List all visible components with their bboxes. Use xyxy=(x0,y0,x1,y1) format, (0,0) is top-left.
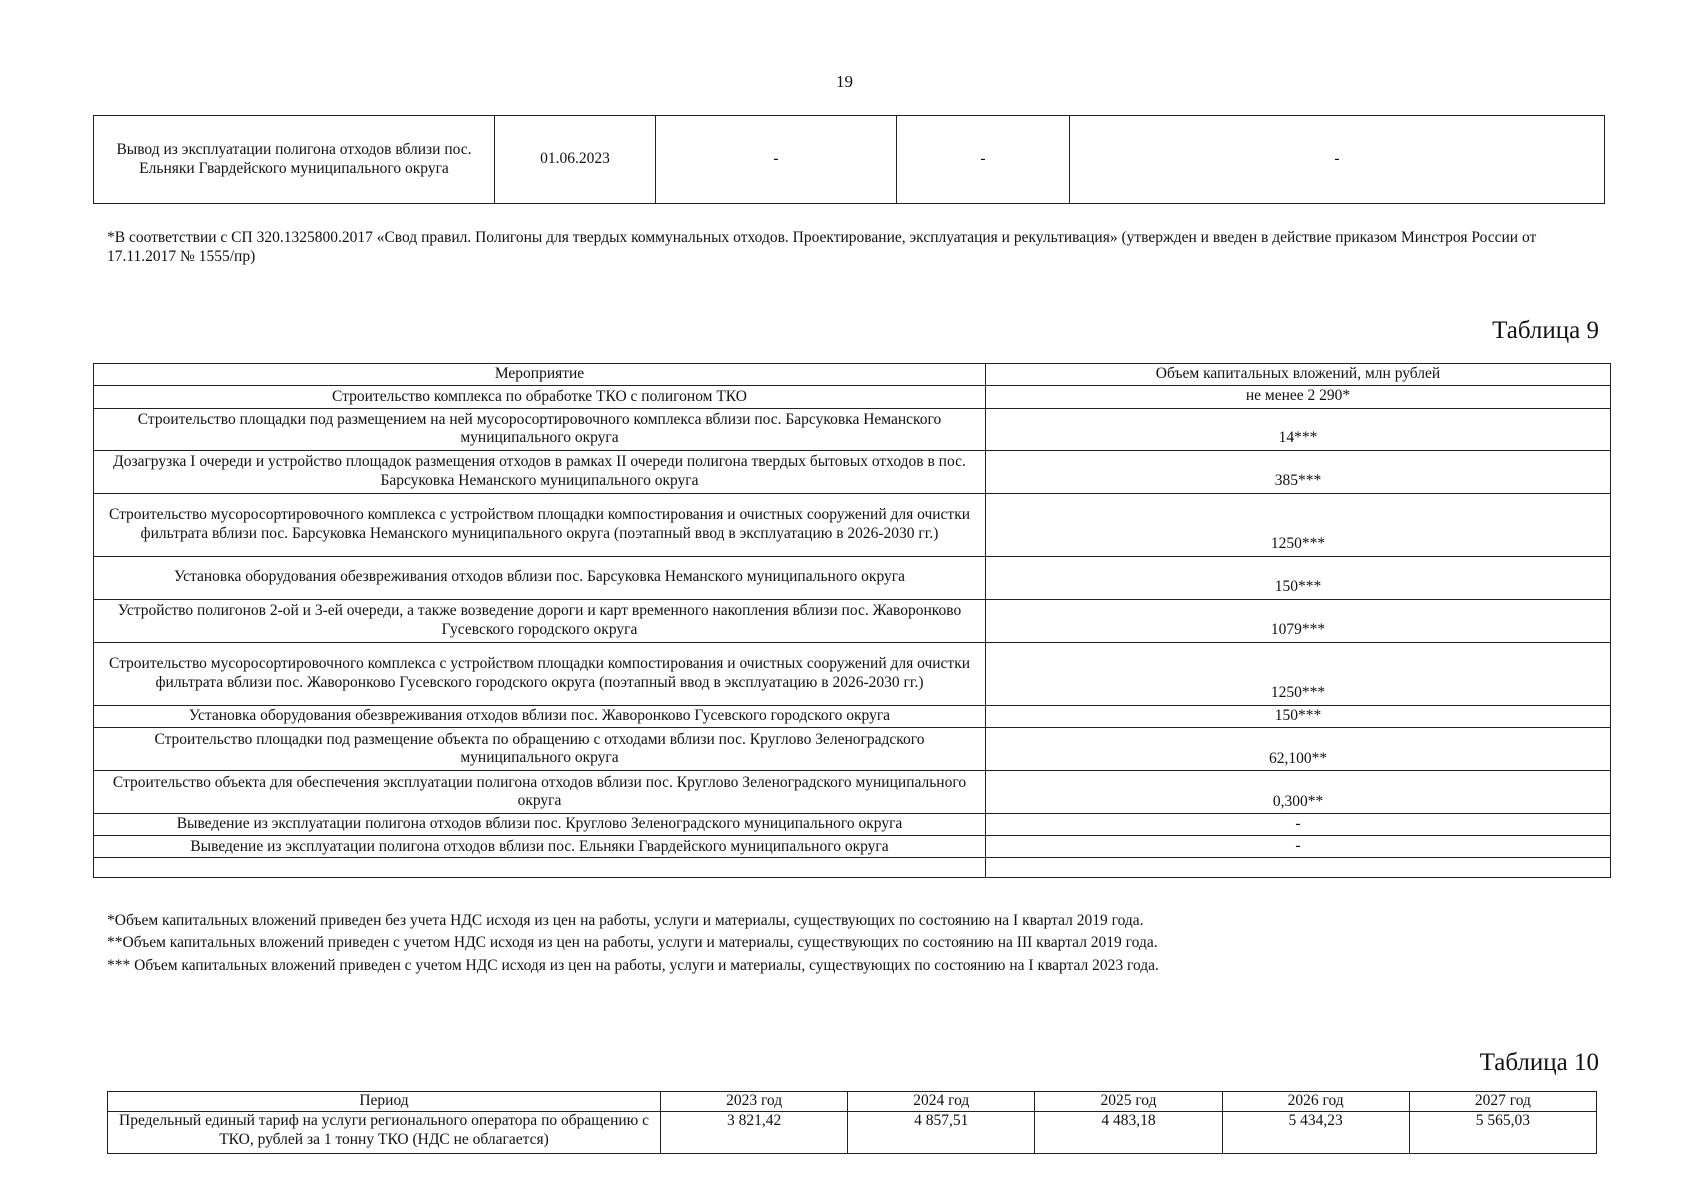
table-cell: 5 434,23 xyxy=(1222,1112,1409,1154)
table-9 xyxy=(93,363,1611,878)
table-cell: Устройство полигонов 2-ой и 3-ей очереди, а также возведение дороги и карт временного накопления вблизи пос. Жаворонково Гусевского городского округа xyxy=(94,599,986,642)
table-cell: 1250*** xyxy=(986,642,1611,705)
table-header-row xyxy=(94,364,1611,386)
table-row xyxy=(94,386,1611,408)
table-row xyxy=(94,727,1611,770)
table-row xyxy=(94,116,1605,204)
table-cell: Строительство комплекса по обработке ТКО с полигоном ТКО xyxy=(94,386,986,408)
table-row xyxy=(94,813,1611,835)
table-cell: 1250*** xyxy=(986,493,1611,556)
table-row xyxy=(94,450,1611,493)
footnote: *Объем капитальных вложений приведен без учета НДС исходя из цен на работы, услуги и материалы, существующих по состоянию на I квартал 2019 года. xyxy=(107,912,1144,929)
table-row xyxy=(94,770,1611,813)
table-header-row xyxy=(108,1092,1597,1112)
table-cell: 1079*** xyxy=(986,599,1611,642)
table-cell: 3 821,42 xyxy=(661,1112,848,1154)
table-cell: Предельный единый тариф на услуги регионального оператора по обращению с ТКО, рублей за 1 тонну ТКО (НДС не облагается) xyxy=(108,1112,661,1154)
footnote: **Объем капитальных вложений приведен с учетом НДС исходя из цен на работы, услуги и материалы, существующих по состоянию на III квартал 2019 года. xyxy=(107,934,1158,952)
table-row xyxy=(94,642,1611,705)
table-cell: Строительство площадки под размещение объекта по обращению с отходами вблизи пос. Круглово Зеленоградского муниципального округа xyxy=(94,727,986,770)
column-header: Мероприятие xyxy=(94,364,986,386)
table-cell: 385*** xyxy=(986,450,1611,493)
table-row xyxy=(94,705,1611,727)
table-row xyxy=(94,836,1611,858)
table-row xyxy=(94,599,1611,642)
table-row xyxy=(94,408,1611,450)
column-header: 2023 год xyxy=(661,1092,848,1112)
table-cell: Выведение из эксплуатации полигона отходов вблизи пос. Ельняки Гвардейского муниципального округа xyxy=(94,836,986,858)
table-cell: Строительство площадки под размещением на ней мусоросортировочного комплекса вблизи пос. Барсуковка Неманского муниципального округа xyxy=(94,408,986,450)
table-cell xyxy=(94,858,986,878)
table-cell: 0,300** xyxy=(986,770,1611,813)
table-cell: - xyxy=(656,116,897,204)
column-header: Период xyxy=(108,1092,661,1112)
table-cell: 150*** xyxy=(986,705,1611,727)
column-header: 2024 год xyxy=(848,1092,1035,1112)
table-caption: Таблица 10 xyxy=(1479,1049,1599,1076)
table-cell: - xyxy=(1070,116,1605,204)
table-caption: Таблица 9 xyxy=(1492,317,1599,344)
table-row xyxy=(94,556,1611,599)
table-cell: 01.06.2023 xyxy=(495,116,656,204)
table-cell: 62,100** xyxy=(986,727,1611,770)
top-table xyxy=(93,115,1605,204)
table-cell: Выведение из эксплуатации полигона отходов вблизи пос. Круглово Зеленоградского муниципального округа xyxy=(94,813,986,835)
column-header: 2027 год xyxy=(1409,1092,1596,1112)
table-cell: не менее 2 290* xyxy=(986,386,1611,408)
column-header: 2025 год xyxy=(1035,1092,1222,1112)
table-cell: 4 483,18 xyxy=(1035,1112,1222,1154)
table-cell: 14*** xyxy=(986,408,1611,450)
table-row xyxy=(108,1112,1597,1154)
column-header: Объем капитальных вложений, млн рублей xyxy=(986,364,1611,386)
table-cell: - xyxy=(897,116,1070,204)
footnote: *** Объем капитальных вложений приведен с учетом НДС исходя из цен на работы, услуги и материалы, существующих по состоянию на I квартал 2023 года. xyxy=(107,956,1159,974)
page-number: 19 xyxy=(836,72,853,91)
table-cell: Дозагрузка I очереди и устройство площадок размещения отходов в рамках II очереди полигона твердых бытовых отходов в пос. Барсуковка Неманского муниципального округа xyxy=(94,450,986,493)
footnote: *В соответствии с СП 320.1325800.2017 «Свод правил. Полигоны для твердых коммунальных отходов. Проектирование, эксплуатация и рекультивация» (утвержден и введен в действие приказом Минстроя России от 17.11.2017 № 1555/пр) xyxy=(107,229,1537,266)
table-row xyxy=(94,493,1611,556)
table-cell: Строительство мусоросортировочного комплекса с устройством площадки компостирования и очистных сооружений для очистки фильтрата вблизи пос. Барсуковка Неманского муниципального округа (поэтапный ввод в эксплуатацию в 2026-2030 гг.) xyxy=(94,493,986,556)
table-cell: - xyxy=(986,813,1611,835)
table-cell: 150*** xyxy=(986,556,1611,599)
table-row xyxy=(94,858,1611,878)
table-cell: Строительство мусоросортировочного комплекса с устройством площадки компостирования и очистных сооружений для очистки фильтрата вблизи пос. Жаворонково Гусевского городского округа (поэтапный ввод в эксплуатацию в 2026-2030 гг.) xyxy=(94,642,986,705)
table-cell: Установка оборудования обезвреживания отходов вблизи пос. Барсуковка Неманского муниципального округа xyxy=(94,556,986,599)
table-cell: - xyxy=(986,836,1611,858)
table-cell xyxy=(986,858,1611,878)
table-cell: 4 857,51 xyxy=(848,1112,1035,1154)
column-header: 2026 год xyxy=(1222,1092,1409,1112)
footnotes xyxy=(107,910,1159,977)
table-cell: Вывод из эксплуатации полигона отходов вблизи пос. Ельняки Гвардейского муниципального округа xyxy=(94,116,495,204)
table-cell: 5 565,03 xyxy=(1409,1112,1596,1154)
table-10 xyxy=(107,1091,1597,1154)
table-cell: Установка оборудования обезвреживания отходов вблизи пос. Жаворонково Гусевского городского округа xyxy=(94,705,986,727)
table-cell: Строительство объекта для обеспечения эксплуатации полигона отходов вблизи пос. Круглово Зеленоградского муниципального округа xyxy=(94,770,986,813)
